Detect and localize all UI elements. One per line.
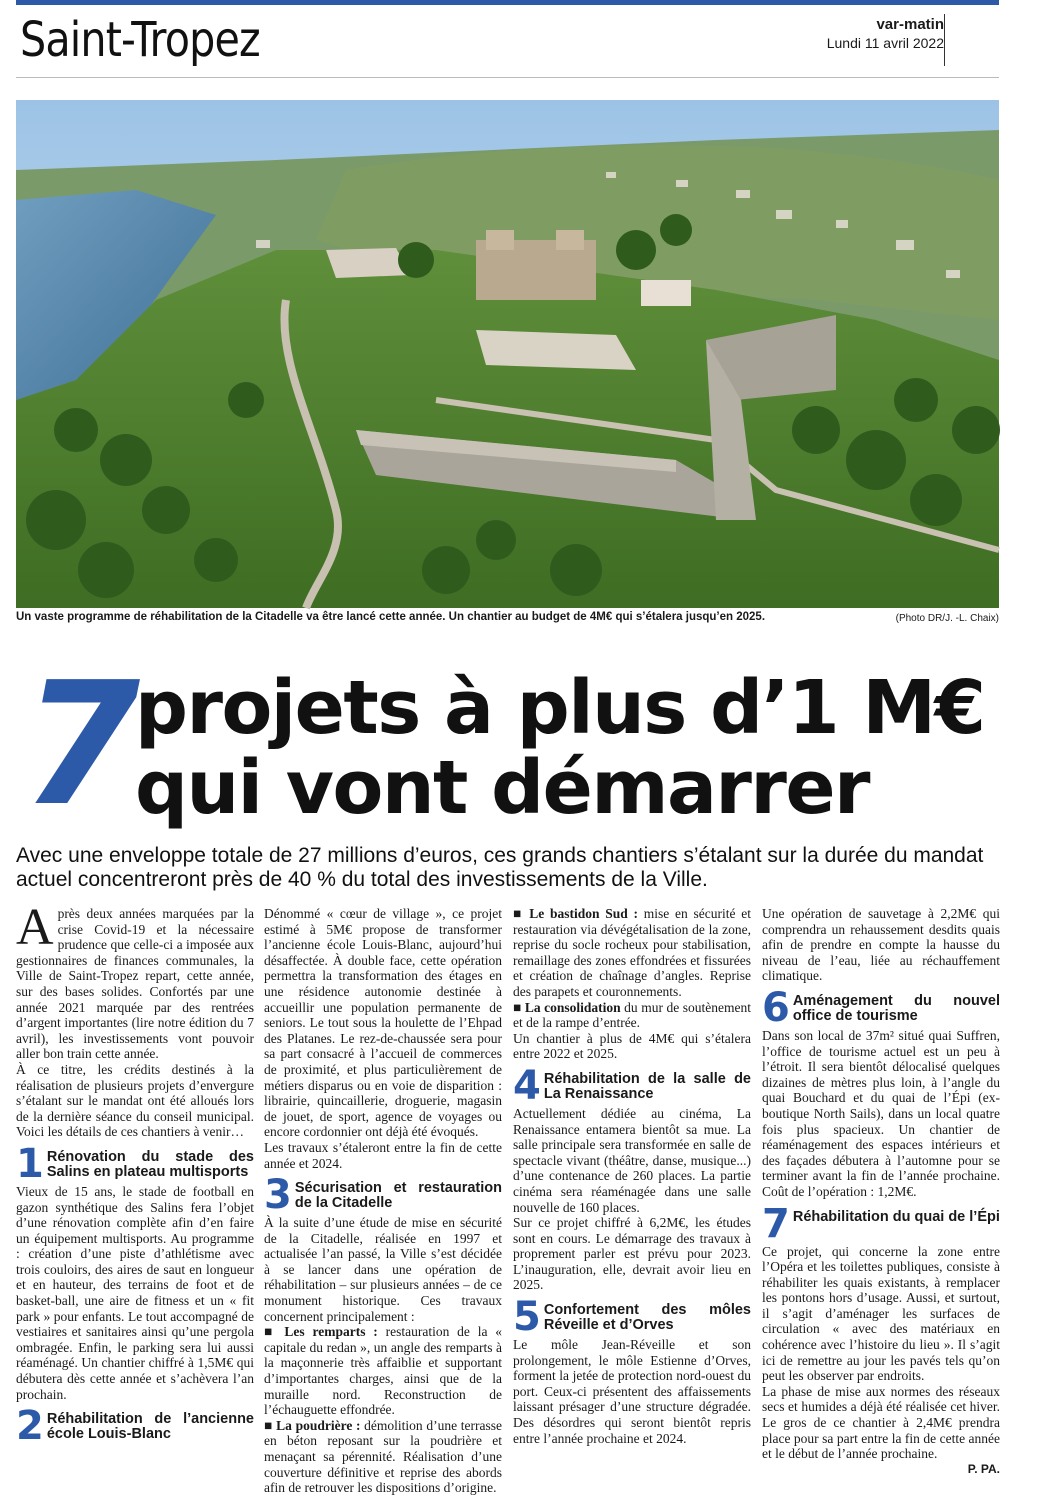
- project-number: 1: [16, 1140, 44, 1187]
- project-text: Dénommé « cœur de village », ce projet estimé à 5M€ propose de transformer l’ancienne école Louis-Blanc, aujourd’hui désaffectée. À double face, cette opération permettra la transformation des étages en une résidence autonomie destinée à accueillir une population permanente de seniors. Le tout sous la houlette de l’Ehpad des Platanes. Le rez-de-chaussée sera pour sa part consacré à l’accueil de commerces de proximité, et plus particulièrement de métiers disparus ou en voie de disparition : librairie, quincaillerie, droguerie, magasin de jouet, de sport, agence de voyages ou encore cordonnier ont déjà été évoqués.: [264, 906, 502, 1140]
- project-number: 7: [762, 1200, 790, 1247]
- project-text: Sur ce projet chiffré à 6,2M€, les études sont en cours. Le démarrage des travaux à proprement parler est prévu pour 2023. L’inauguration, elle, devrait avoir lieu en 2025.: [513, 1215, 751, 1293]
- dropcap: A: [16, 899, 54, 956]
- project-heading-2: [16, 1403, 254, 1450]
- project-number: 6: [762, 984, 790, 1031]
- bullet-item: ■ La consolidation du mur de soutènement et de la rampe d’entrée.: [513, 999, 751, 1031]
- bullet-item: ■ La poudrière : démolition d’une terrasse en béton reposant sur la poudrière et menaçant sa pérennité. Réalisation d’une couverture définitive et reprise des abords afin de retrouver les dispositions d’origine.: [264, 1417, 502, 1496]
- intro-paragraph: Après deux années marquées par la crise Covid-19 et la nécessaire prudence que celle-ci a imposée aux gestionnaires de finances communales, la Ville de Saint-Tropez repart, cette année, sur des bases solides. Confortés par une année 2021 marquée par des rentrées d’argent importantes (lire notre édition du 7 avril), les investissements vont pouvoir aller bon train cette année.: [16, 899, 254, 1062]
- article-column-1: [16, 899, 254, 1450]
- project-title: Rénovation du stade des Salins en plateau multisports: [46, 1148, 254, 1180]
- project-title: Aménagement du nouvel office de tourisme: [792, 992, 1000, 1024]
- project-number: 4: [513, 1062, 541, 1109]
- section-title: Saint-Tropez: [20, 12, 260, 68]
- paper-rule: [944, 14, 945, 66]
- project-text: Dans son local de 37m² situé quai Suffren, l’office de tourisme actuel est un peu à l’étroit. Il sera bientôt délocalisé quelques dizaines de mètres plus loin, à l’angle du quai Bouchard et du quai de l’Épi (ex-boutique North Sails), dans un local quatre fois plus spacieux. Un chantier de réaménagement des espaces intérieurs et des façades débutera à l’automne pour se terminer avant la fin de l’année prochaine. Coût de l’opération : 1,2M€.: [762, 1027, 1000, 1199]
- citadel-photo: [16, 100, 999, 608]
- project-heading-1: [16, 1140, 254, 1187]
- bullet-item: ■ Les remparts : restauration de la « capitale du redan », un angle des remparts à la maçonnerie très affaiblie et supportant d’importantes charges, ainsi que de la muraille nord. Reconstruction de l’échauguette effondrée.: [264, 1324, 502, 1418]
- project-text: Une opération de sauvetage à 2,2M€ qui comprendra un rehaussement desdits quais afin de prendre en compte la hausse du niveau de l’eau, liée au réchauffement climatique.: [762, 906, 1000, 984]
- headline: [135, 665, 985, 831]
- photo-credit: (Photo DR/J. -L. Chaix): [895, 613, 999, 624]
- paper-info: [827, 16, 944, 52]
- project-number: 5: [513, 1294, 541, 1341]
- project-heading-7: [762, 1200, 1000, 1247]
- author-signature: P. PA.: [967, 1461, 1000, 1476]
- project-text: Actuellement dédiée au cinéma, La Renaissance entamera bientôt sa mue. La salle principale sera transformée en salle de spectacle vivant (théâtre, danse, musique...) d’une contenance de 260 places. La partie cinéma sera réaménagée dans une salle nouvelle de 160 places.: [513, 1105, 751, 1215]
- project-text: La phase de mise aux normes des réseaux secs et humides a déjà été réalisée cet hiver. Le gros de ce chantier à 2,4M€ prendra place pour sa part entre la fin de cette année et le début de l’année prochaine.: [762, 1383, 1000, 1462]
- project-text: Un chantier à plus de 4M€ qui s’étalera entre 2022 et 2025.: [513, 1030, 751, 1062]
- project-title: Confortement des môles Réveille et d’Orves: [543, 1302, 751, 1334]
- project-text: Les travaux s’étaleront entre la fin de cette année et 2024.: [264, 1139, 502, 1171]
- project-heading-4: [513, 1062, 751, 1109]
- photo-caption: Un vaste programme de réhabilitation de la Citadelle va être lancé cette année. Un chantier au budget de 4M€ qui s’étalera jusqu’en 2025.: [16, 611, 766, 623]
- headline-number: 7: [22, 646, 141, 844]
- headline-line-2: qui vont démarrer: [135, 745, 870, 831]
- project-number: 2: [16, 1403, 44, 1450]
- project-text: Le môle Jean-Réveille et son prolongement, le môle Estienne d’Orves, forment la jetée de protection nord-ouest du port. Ceux-ci présentent des affaissements laissant présager d’une structure dégradée. Des désordres qui seront bientôt repris entre l’année prochaine et 2024.: [513, 1337, 751, 1446]
- intro-paragraph-2: À ce titre, les crédits destinés à la réalisation de plusieurs projets d’envergure s’étalant sur le mandat ont été alloués lors de la dernière séance du conseil municipal. Voici les détails de ces chantiers à venir…: [16, 1061, 254, 1140]
- paper-name: var-matin: [876, 16, 944, 33]
- project-text: À la suite d’une étude de mise en sécurité de la Citadelle, réalisée en 1997 et actualisée l’an passé, la Ville s’est décidée à se lancer dans une opération de réhabilitation – sur plusieurs années – de ce monument historique. Ces travaux concernent principalement :: [264, 1215, 502, 1324]
- article-column-4: [762, 906, 1000, 1477]
- article-column-2: [264, 906, 502, 1496]
- project-heading-3: [264, 1172, 502, 1219]
- standfirst: Avec une enveloppe totale de 27 millions d’euros, ces grands chantiers s’étalant sur la durée du mandat actuel concentreront près de 40 % du total des investissements de la Ville.: [16, 844, 984, 891]
- issue-date: Lundi 11 avril 2022: [826, 35, 944, 51]
- project-title: Réhabilitation de l’ancienne école Louis-Blanc: [46, 1411, 254, 1443]
- project-title: Sécurisation et restauration de la Citadelle: [294, 1180, 502, 1212]
- project-title: Réhabilitation du quai de l’Épi: [792, 1208, 1000, 1225]
- article-column-3: [513, 906, 751, 1446]
- bullet-item: ■ Le bastidon Sud : mise en sécurité et restauration via dévégétalisation de la zone, reprise du socle rocheux pour stabilisation, remaillage des zones effondrées et fissurées et création de chaînage d’angles. Reprise des parapets et couronnements.: [513, 906, 751, 999]
- project-heading-6: [762, 984, 1000, 1031]
- citadel-illustration: [16, 100, 999, 608]
- header-rule: [16, 77, 999, 78]
- project-text: Vieux de 15 ans, le stade de football en gazon synthétique des Salins fera l’objet d’une rénovation complète afin d’en faire un équipement multisports. Au programme : création d’une piste d’athlétisme avec trois couloirs, des aires de saut en longueur et en hauteur, des terrains de foot et de basket-ball, une aire de fitness et un « fit park » pour enfants. Le tout accompagné de vestiaires et sanitaires ainsi qu’une pergola ombragée. Enfin, le parking sera lui aussi réaménagé. Un chantier chiffré à 1,5M€ qui débutera dès cette année et s’achèvera l’an prochain.: [16, 1183, 254, 1402]
- headline-line-1: projets à plus d’1 M€: [135, 665, 985, 751]
- project-title: Réhabilitation de la salle de La Renaissance: [543, 1070, 751, 1102]
- project-heading-5: [513, 1294, 751, 1341]
- project-text: Ce projet, qui concerne la zone entre l’Opéra et les toilettes publiques, consiste à réhabiliter les quais existants, à remplacer les pontons hors d’usage. Aussi, et surtout, il s’agit d’aménager les surfaces de circulation « avec des matériaux en cohérence avec l’histoire du lieu ». Il s’agit ici de remettre au jour les pavés tels qu’on peut les observer par endroits.: [762, 1243, 1000, 1384]
- top-rule: [16, 0, 999, 5]
- project-number: 3: [264, 1172, 292, 1219]
